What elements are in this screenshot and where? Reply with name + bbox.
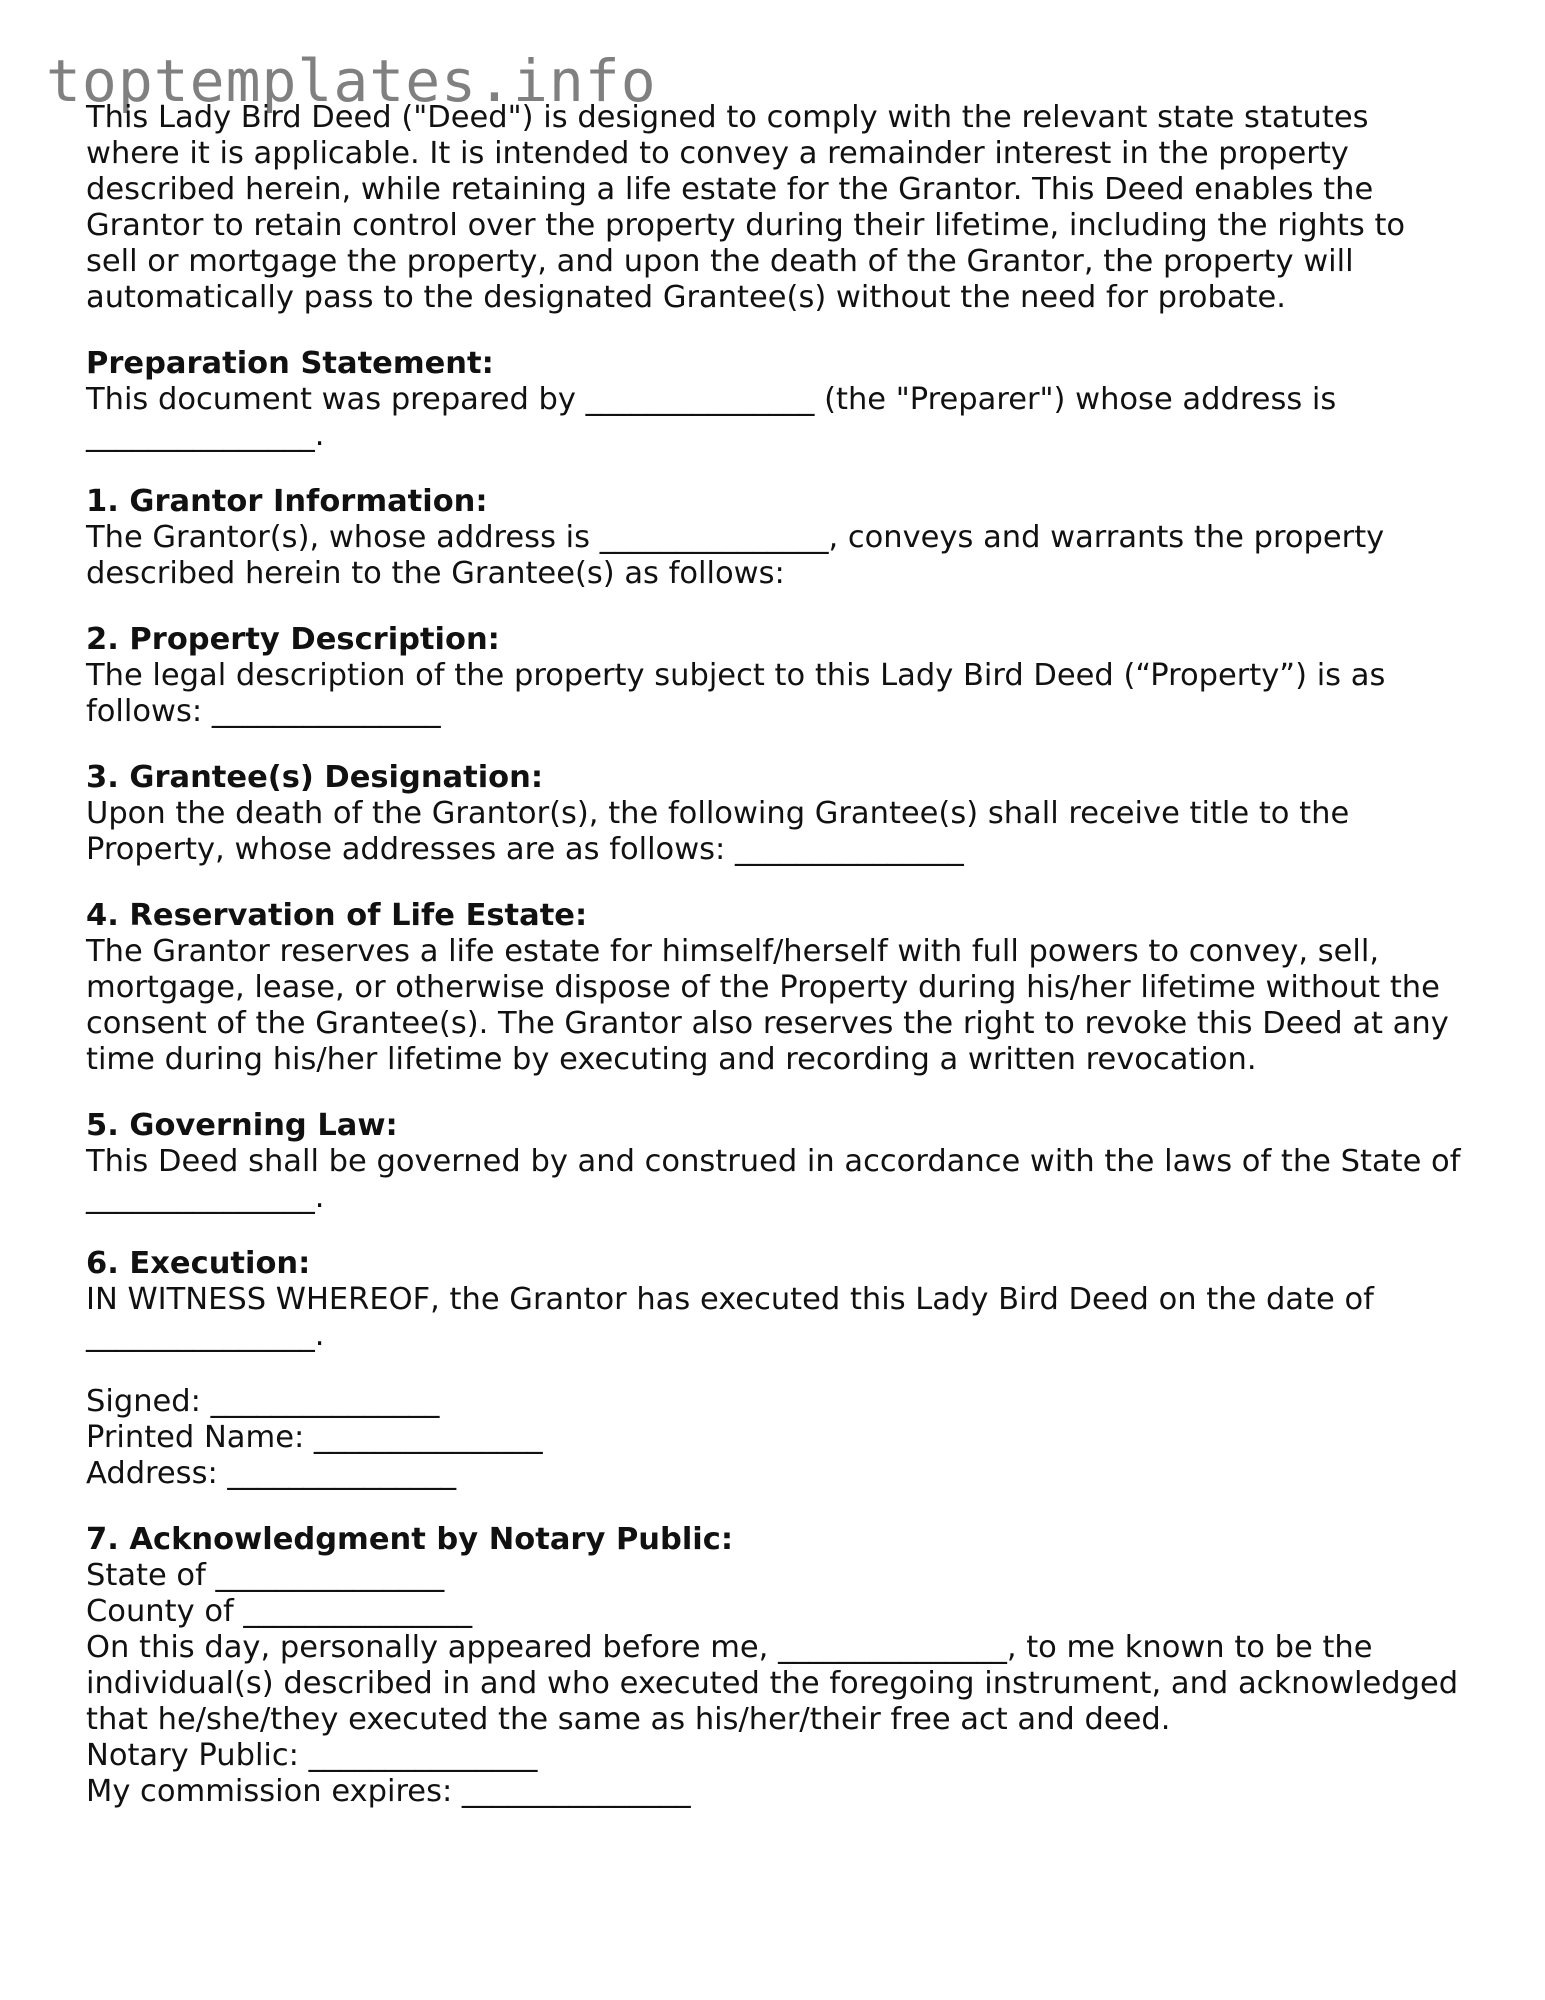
signed-line: Signed: _______________ [86,1384,440,1419]
preparation-heading: Preparation Statement: [86,346,494,381]
section-text: Upon the death of the Grantor(s), the following Grantee(s) shall receive title to the Property, whose addresses are as follows: _______________ [86,796,1350,867]
section-heading: 4. Reservation of Life Estate: [86,898,588,933]
notary-county-line: County of _______________ [86,1594,473,1629]
section-heading: 1. Grantor Information: [86,484,488,519]
preparation-statement [86,346,1466,454]
section-heading: 3. Grantee(s) Designation: [86,760,544,795]
printed-name-line: Printed Name: _______________ [86,1420,543,1455]
section-governing-law [86,1108,1466,1216]
section-life-estate [86,898,1466,1078]
preparation-text: This document was prepared by _______________ (the "Preparer") whose address is _______________. [86,382,1337,453]
intro-paragraph: This Lady Bird Deed ("Deed") is designed to comply with the relevant state statutes where it is applicable. It is intended to convey a remainder interest in the property described herein, while retaining a life estate for the Grantor. This Deed enables the Grantor to retain control over the property during their lifetime, including the rights to sell or mortgage the property, and upon the death of the Grantor, the property will automatically pass to the designated Grantee(s) without the need for probate. [86,100,1406,315]
commission-expires-line: My commission expires: _______________ [86,1774,691,1809]
section-heading: 5. Governing Law: [86,1108,398,1143]
section-text: The legal description of the property subject to this Lady Bird Deed (“Property”) is as follows: _______________ [86,658,1386,729]
section-text: IN WITNESS WHEREOF, the Grantor has executed this Lady Bird Deed on the date of _______________. [86,1282,1374,1353]
document-body [86,100,1466,1840]
watermark: toptemplates.info [46,47,657,115]
notary-acknowledgment [86,1522,1466,1810]
section-text: This Deed shall be governed by and construed in accordance with the laws of the State of _______________. [86,1144,1461,1215]
section-text: The Grantor reserves a life estate for himself/herself with full powers to convey, sell, mortgage, lease, or otherwise dispose of the Property during his/her lifetime without the consent of the Grantee(s). The Grantor also reserves the right to revoke this Deed at any time during his/her lifetime by executing and recording a written revocation. [86,934,1449,1077]
section-grantor-information [86,484,1466,592]
address-line: Address: _______________ [86,1456,457,1491]
section-heading: 2. Property Description: [86,622,500,657]
section-text: The Grantor(s), whose address is _______________, conveys and warrants the property described herein to the Grantee(s) as follows: [86,520,1385,591]
notary-state-line: State of _______________ [86,1558,445,1593]
section-heading: 6. Execution: [86,1246,311,1281]
notary-heading: 7. Acknowledgment by Notary Public: [86,1522,734,1557]
section-grantee-designation [86,760,1466,868]
notary-public-line: Notary Public: _______________ [86,1738,538,1773]
section-execution [86,1246,1466,1354]
notary-text: On this day, personally appeared before me, _______________, to me known to be the individual(s) described in and who executed the foregoing instrument, and acknowledged that he/she/they executed the same as his/her/their free act and deed. [86,1630,1459,1737]
section-property-description [86,622,1466,730]
signature-block [86,1384,1466,1492]
